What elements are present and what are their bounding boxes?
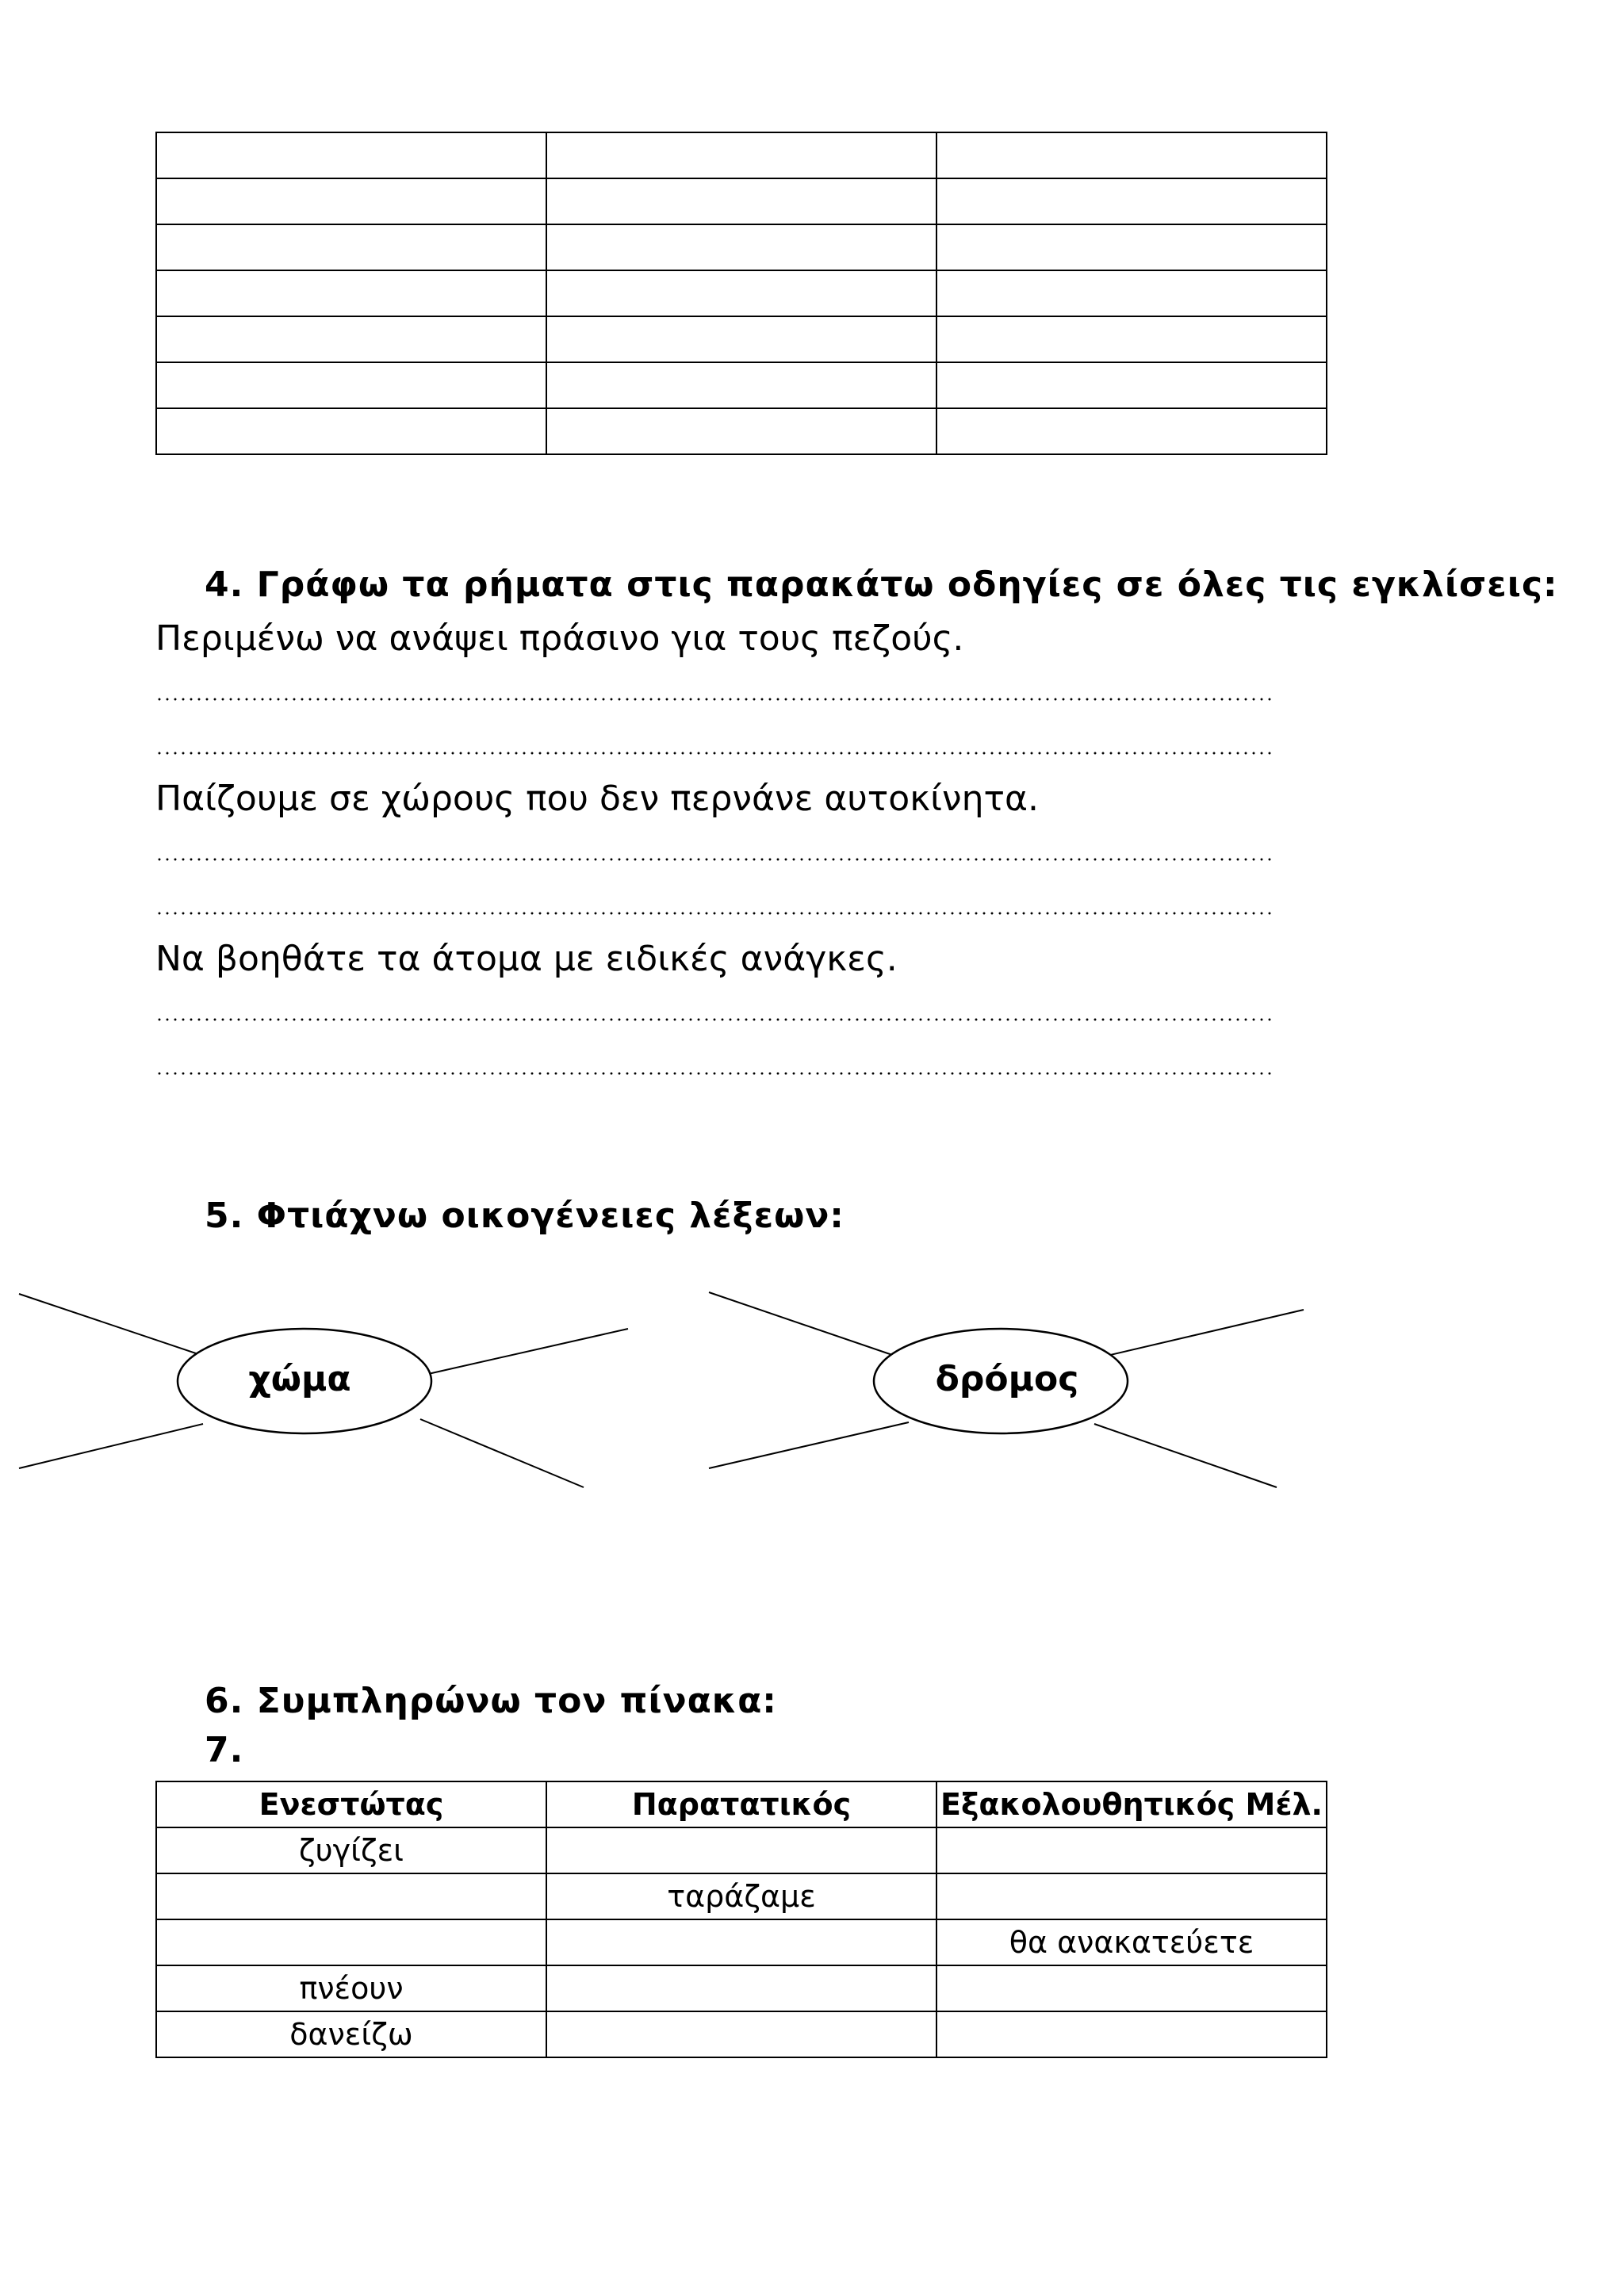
word-family-map-2: [709, 1292, 1304, 1487]
table-cell[interactable]: [936, 1873, 1327, 1919]
table-row: [156, 1873, 1327, 1919]
exercise-4-sentence-1: Περιμένω να ανάψει πράσινο για τους πεζούς.: [155, 618, 964, 659]
table-cell[interactable]: ταράζαμε: [546, 1873, 936, 1919]
exercise-4-instruction: Γράφω τα ρήματα στις παρακάτω οδηγίες σε όλες τις εγκλίσεις:: [256, 564, 1558, 605]
table-cell[interactable]: [936, 2011, 1327, 2057]
spoke-line: [1094, 1424, 1277, 1487]
table-row: [156, 1965, 1327, 2011]
spoke-line: [19, 1424, 203, 1468]
table-row: [156, 1827, 1327, 1873]
word-dromos: δρόμος: [935, 1359, 1079, 1399]
word-chwma: χώμα: [248, 1359, 351, 1399]
table-cell[interactable]: [156, 1919, 546, 1965]
exercise-5-number: 5.: [205, 1196, 244, 1236]
table-cell[interactable]: [936, 1965, 1327, 2011]
table-row: [156, 1919, 1327, 1965]
table-cell[interactable]: [546, 2011, 936, 2057]
exercise-4-number: 4.: [205, 564, 244, 605]
table-row: [156, 2011, 1327, 2057]
column-header-imperfect: Παρατατικός: [546, 1781, 936, 1827]
exercise-6-number: 6.: [205, 1681, 244, 1721]
spoke-line: [1107, 1310, 1304, 1356]
spoke-line: [428, 1329, 628, 1374]
exercise-5-instruction: Φτιάχνω οικογένειες λέξεων:: [256, 1196, 845, 1236]
exercise-4-sentence-3: Να βοηθάτε τα άτομα με ειδικές ανάγκες.: [155, 939, 898, 979]
table-cell[interactable]: [546, 1827, 936, 1873]
table-cell[interactable]: [156, 1873, 546, 1919]
word-family-map-1: [19, 1294, 628, 1487]
column-header-present: Ενεστώτας: [156, 1781, 546, 1827]
table-cell[interactable]: [936, 1827, 1327, 1873]
column-header-future-continuous: Εξακολουθητικός Μέλ.: [936, 1781, 1327, 1827]
exercise-6-instruction: Συμπληρώνω τον πίνακα:: [256, 1681, 777, 1721]
table-cell[interactable]: δανείζω: [156, 2011, 546, 2057]
verb-tense-table: [155, 1781, 1327, 2058]
exercise-4-sentence-2: Παίζουμε σε χώρους που δεν περνάνε αυτοκίνητα.: [155, 779, 1039, 819]
table-cell[interactable]: πνέουν: [156, 1965, 546, 2011]
table-cell[interactable]: ζυγίζει: [156, 1827, 546, 1873]
exercise-7-number: 7.: [205, 1730, 244, 1770]
spoke-line: [19, 1294, 203, 1356]
spoke-line: [709, 1422, 909, 1468]
table-cell[interactable]: θα ανακατεύετε: [936, 1919, 1327, 1965]
exercise-6-heading: [205, 1681, 777, 1721]
spoke-line: [420, 1419, 584, 1487]
table-cell[interactable]: [546, 1965, 936, 2011]
table-cell[interactable]: [546, 1919, 936, 1965]
table-header-row: [156, 1781, 1327, 1827]
spoke-line: [709, 1292, 899, 1357]
